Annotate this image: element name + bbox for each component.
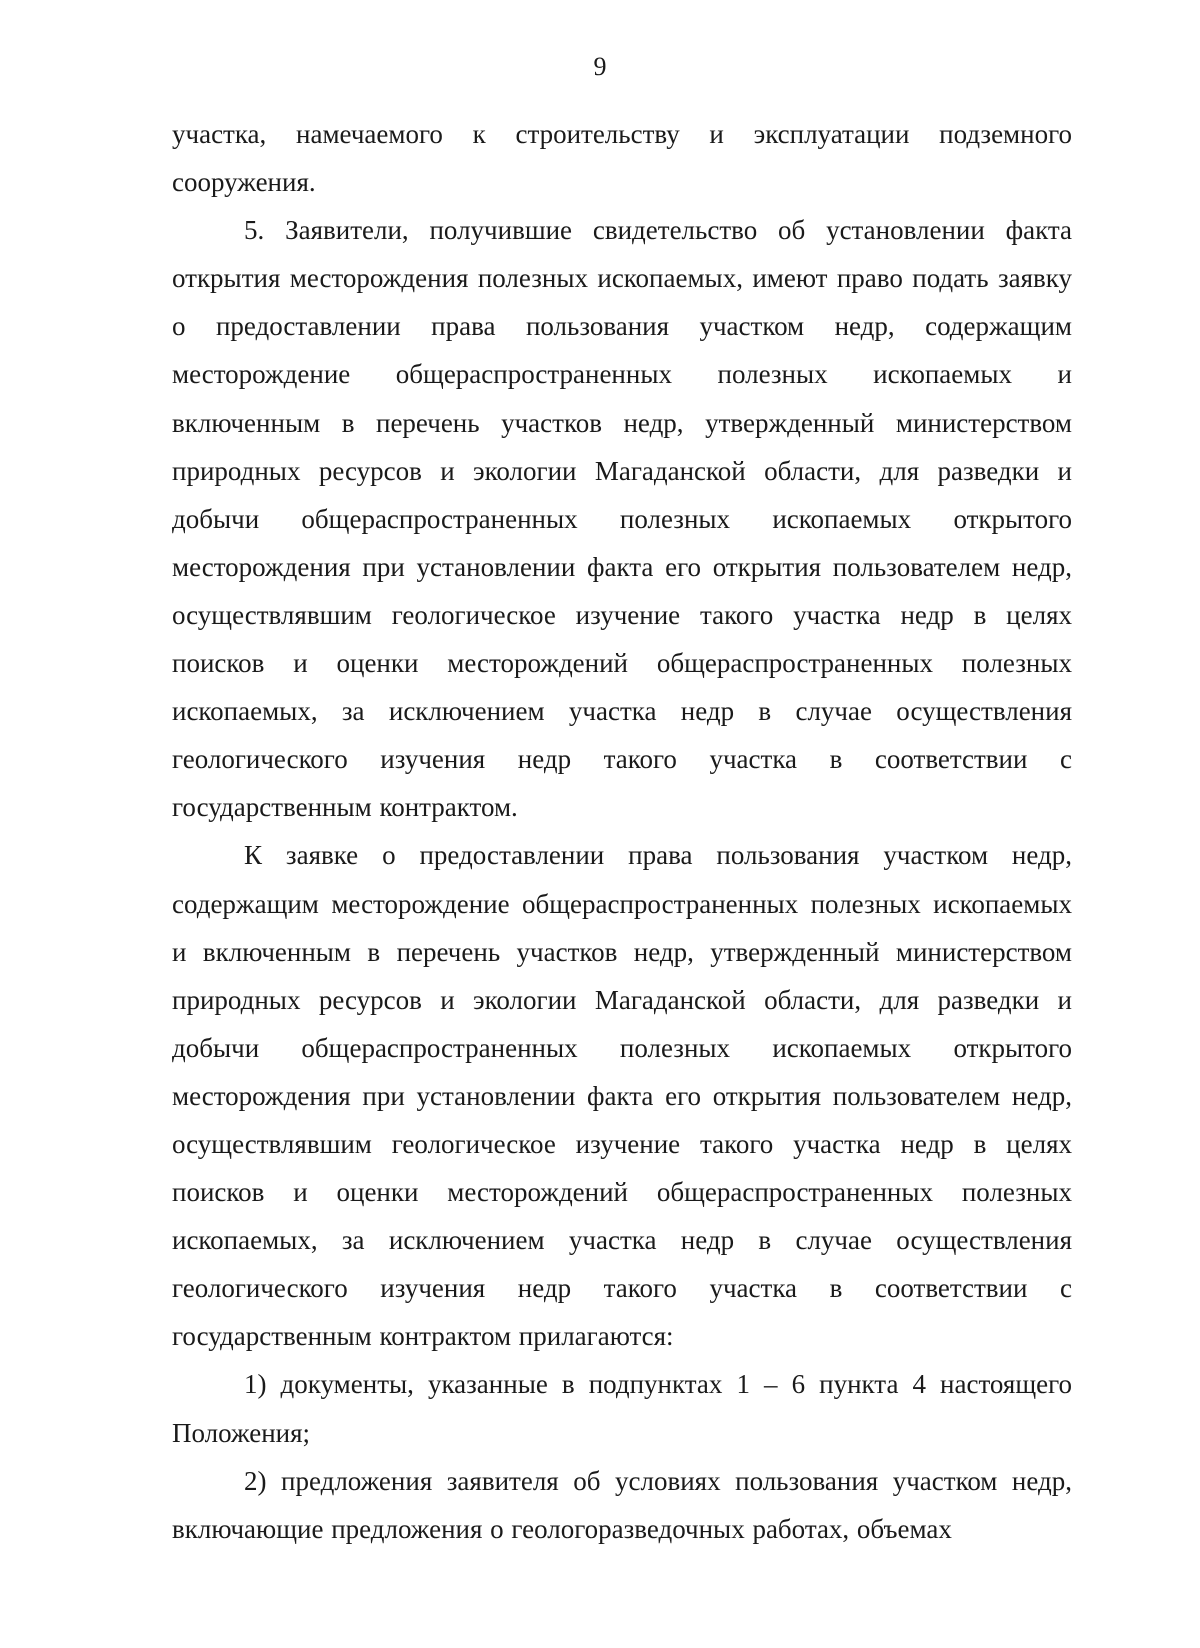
page-number: 9 [593,52,607,81]
document-body [172,110,1072,1553]
list-item-1: 1) документы, указанные в подпунктах 1 – 6 пункта 4 настоящего Положения; [172,1369,1072,1448]
paragraph-continuation: участка, намечаемого к строительству и эксплуатации подземного сооружения. [172,119,1072,198]
paragraph-item-5: 5. Заявители, получившие свидетельство об установлении факта открытия месторождения полезных ископаемых, имеют право подать заявку о предоставлении права пользования участком недр, содержащим месторождение общераспространенных полезных ископаемых и включенным в перечень участков недр, утвержденный министерством природных ресурсов и экологии Магаданской области, для разведки и добычи общераспространенных полезных ископаемых открытого месторождения при установлении факта его открытия пользователем недр, осуществлявшим геологическое изучение такого участка недр в целях поисков и оценки месторождений общераспространенных полезных ископаемых, за исключением участка недр в случае осуществления геологического изучения недр такого участка в соответствии с государственным контрактом. [172,215,1072,823]
paragraph-application-attachments: К заявке о предоставлении права пользования участком недр, содержащим месторождение общераспространенных полезных ископаемых и включенным в перечень участков недр, утвержденный министерством природных ресурсов и экологии Магаданской области, для разведки и добычи общераспространенных полезных ископаемых открытого месторождения при установлении факта его открытия пользователем недр, осуществлявшим геологическое изучение такого участка недр в целях поисков и оценки месторождений общераспространенных полезных ископаемых, за исключением участка недр в случае осуществления геологического изучения недр такого участка в соответствии с государственным контрактом прилагаются: [172,840,1072,1352]
list-item-2: 2) предложения заявителя об условиях пользования участком недр, включающие предложения о геологоразведочных работах, объемах [172,1465,1072,1544]
